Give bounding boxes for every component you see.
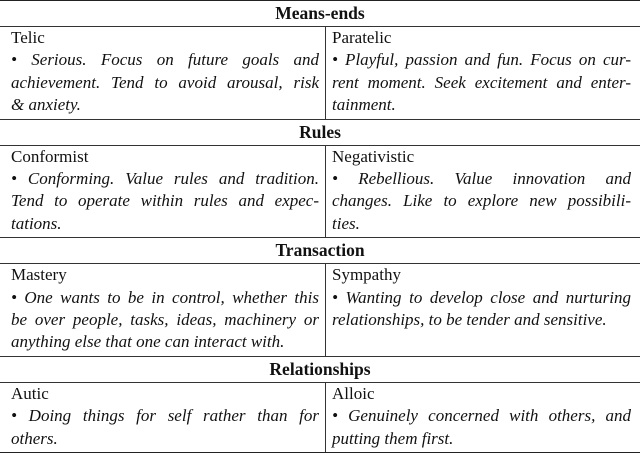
state-description-line: be over people, tasks, ideas, machinery or [11,310,319,330]
section-row [0,27,640,120]
state-name: Alloic [332,383,375,403]
section-row [0,264,640,357]
state-description-line: • Serious. Focus on future goals and [11,50,319,70]
state-name: Autic [11,383,49,403]
state-name: Sympathy [332,265,401,285]
section-header: Relationships [0,357,640,383]
state-cell [0,146,325,238]
state-cell [0,264,325,356]
state-name: Conformist [11,146,89,166]
state-description-line: relationships, to be tender and sensitive. [332,310,607,330]
state-description-line: tations. [11,213,62,233]
state-description-line: tainment. [332,95,396,115]
state-cell [0,27,325,119]
state-description-line: • One wants to be in control, whether this [11,287,319,307]
state-description-line: • Conforming. Value rules and tradition. [11,169,319,189]
state-name: Paratelic [332,28,392,47]
state-description-line: • Wanting to develop close and nurturing [332,287,631,307]
state-cell [0,383,325,452]
state-description-line: • Playful, passion and fun. Focus on cur- [332,50,631,70]
state-cell [325,27,640,119]
state-description-line: • Doing things for self rather than for [11,406,319,426]
state-name: Negativistic [332,146,415,166]
state-description-line: putting them first. [332,428,454,448]
state-name: Mastery [11,265,67,285]
section-header: Transaction [0,238,640,264]
state-description-line: rent moment. Seek excitement and enter- [332,72,631,92]
state-description-line: Tend to operate within rules and expec- [11,191,319,211]
state-description-line: others. [11,428,58,448]
section-header: Means-ends [0,1,640,27]
state-name: Telic [11,28,45,47]
section-row [0,383,640,452]
section-row [0,146,640,239]
state-description-line: • Genuinely concerned with others, and [332,406,631,426]
state-cell [325,264,640,356]
state-cell [325,383,640,452]
section-header: Rules [0,120,640,146]
state-description-line: changes. Like to explore new possibili- [332,191,631,211]
state-description-line: & anxiety. [11,95,81,115]
state-cell [325,146,640,238]
state-description-line: • Rebellious. Value innovation and [332,169,631,189]
state-description-line: ties. [332,213,360,233]
state-description-line: achievement. Tend to avoid arousal, risk [11,72,319,92]
state-description-line: anything else that one can interact with. [11,332,285,352]
